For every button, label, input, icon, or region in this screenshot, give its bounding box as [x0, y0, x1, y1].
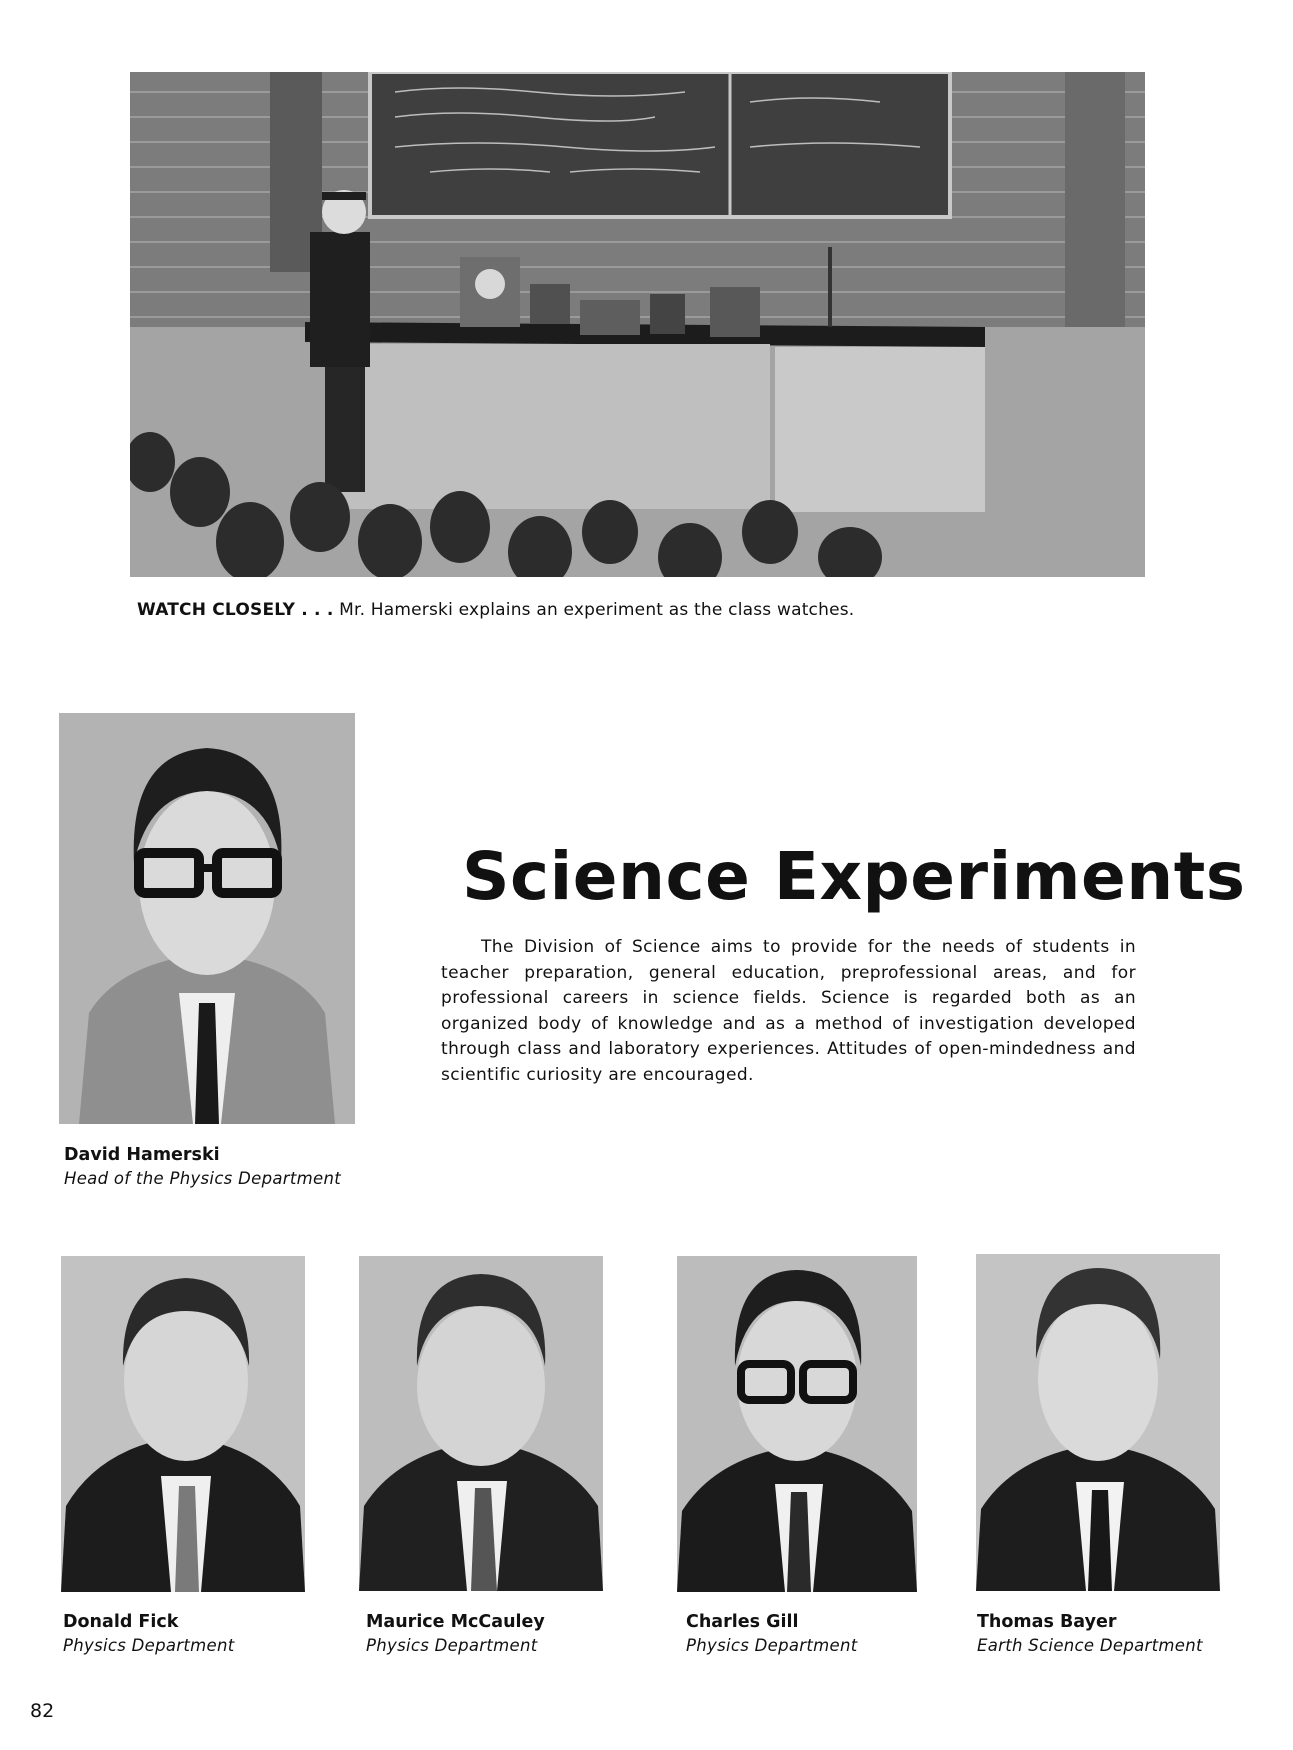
caption-text: Mr. Hamerski explains an experiment as the class watches. — [333, 600, 855, 620]
staff-dept: Physics Department — [63, 1636, 235, 1655]
portrait-thomas-bayer — [976, 1254, 1220, 1591]
staff-name-block — [686, 1610, 858, 1658]
staff-name-block — [63, 1610, 235, 1658]
page-title: Science Experiments — [462, 838, 1246, 915]
staff-name-block — [366, 1610, 545, 1658]
staff-name: Thomas Bayer — [977, 1612, 1117, 1632]
staff-name: Maurice McCauley — [366, 1612, 545, 1632]
staff-dept: Physics Department — [686, 1636, 858, 1655]
staff-name: Charles Gill — [686, 1612, 799, 1632]
head-dept: Head of the Physics Department — [64, 1169, 341, 1188]
portrait-david-hamerski — [59, 713, 355, 1124]
portrait-image — [359, 1256, 603, 1591]
portrait-image — [61, 1256, 305, 1592]
head-name: David Hamerski — [64, 1145, 220, 1165]
classroom-photo — [130, 72, 1145, 577]
portrait-charles-gill — [677, 1256, 917, 1592]
caption-lead: WATCH CLOSELY . . . — [137, 600, 334, 620]
intro-paragraph — [441, 935, 1136, 1088]
staff-name: Donald Fick — [63, 1612, 179, 1632]
staff-dept: Earth Science Department — [977, 1636, 1203, 1655]
head-name-block — [64, 1143, 341, 1191]
portrait-image — [677, 1256, 917, 1592]
staff-name-block — [977, 1610, 1203, 1658]
intro-text: The Division of Science aims to provide for the needs of students in teacher preparation, general education, preprofessional areas, and for professional careers in science fields. Science is regarded both as an organized body of knowledge and as a method of investigation developed through class and laboratory experiences. Attitudes of open-mindedness and scientific curiosity are encouraged. — [441, 937, 1136, 1085]
portrait-image — [976, 1254, 1220, 1591]
staff-dept: Physics Department — [366, 1636, 538, 1655]
portrait-donald-fick — [61, 1256, 305, 1592]
portrait-image — [59, 713, 355, 1124]
photo-caption — [137, 600, 854, 620]
page-number: 82 — [30, 1700, 55, 1722]
portrait-maurice-mccauley — [359, 1256, 603, 1591]
classroom-photo-image — [130, 72, 1145, 577]
